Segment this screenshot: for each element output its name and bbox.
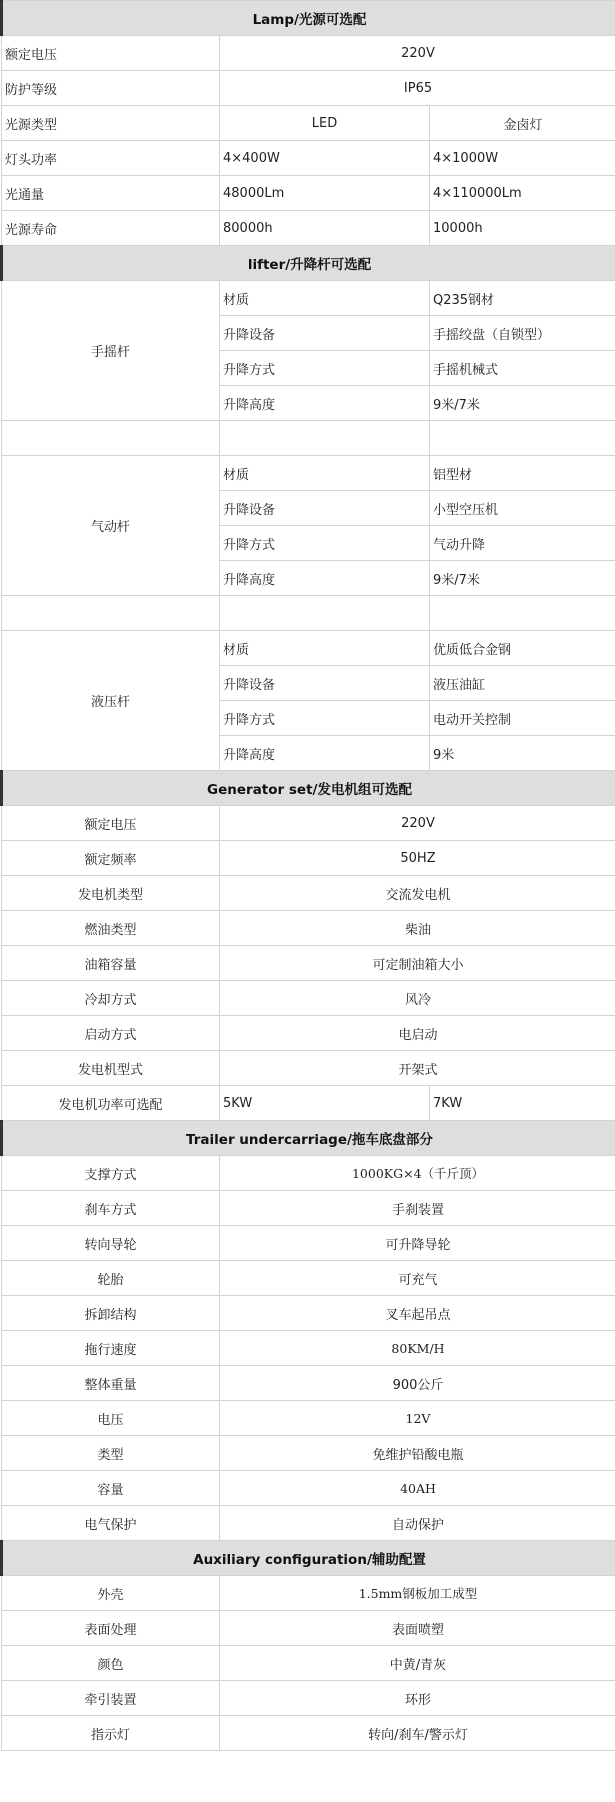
row-value: 开架式 (220, 1051, 615, 1086)
row-label: 指示灯 (2, 1716, 220, 1751)
row-label: 表面处理 (2, 1611, 220, 1646)
section-header-auxiliary (2, 1541, 615, 1576)
row-label: 升降高度 (220, 561, 430, 596)
row-label: 防护等级 (2, 71, 220, 106)
row-label: 升降高度 (220, 736, 430, 771)
row-label: 电压 (2, 1401, 220, 1436)
row-value: 表面喷塑 (220, 1611, 615, 1646)
row-value: 气动升降 (430, 526, 615, 561)
row-label: 拖行速度 (2, 1331, 220, 1366)
row-value: 1.5mm钢板加工成型 (220, 1576, 615, 1611)
row-value: 48000Lm (220, 176, 430, 211)
table-row (2, 1191, 615, 1226)
row-value: 4×1000W (430, 141, 615, 176)
table-row (2, 1471, 615, 1506)
row-value: 转向/刹车/警示灯 (220, 1716, 615, 1751)
row-value: 可充气 (220, 1261, 615, 1296)
row-value: 中黄/青灰 (220, 1646, 615, 1681)
section-title: Generator set/发电机组可选配 (2, 771, 615, 806)
row-label: 升降方式 (220, 351, 430, 386)
row-label: 升降设备 (220, 316, 430, 351)
table-row (2, 1296, 615, 1331)
row-label: 升降设备 (220, 666, 430, 701)
table-row (2, 806, 615, 841)
spacer-cell (2, 596, 220, 631)
row-label: 外壳 (2, 1576, 220, 1611)
section-header-trailer (2, 1121, 615, 1156)
table-row (2, 36, 615, 71)
table-row (2, 456, 615, 491)
row-value: 7KW (430, 1086, 615, 1121)
row-value: 9米/7米 (430, 386, 615, 421)
table-row (2, 1716, 615, 1751)
row-value: 40AH (220, 1471, 615, 1506)
row-label: 颜色 (2, 1646, 220, 1681)
section-header-lifter (2, 246, 615, 281)
row-label: 冷却方式 (2, 981, 220, 1016)
row-value: LED (220, 106, 430, 141)
spacer-cell (220, 596, 430, 631)
section-title: Auxiliary configuration/辅助配置 (2, 1541, 615, 1576)
row-value: Q235钢材 (430, 281, 615, 316)
row-value: 液压油缸 (430, 666, 615, 701)
row-label: 整体重量 (2, 1366, 220, 1401)
row-label: 牵引装置 (2, 1681, 220, 1716)
table-row (2, 1051, 615, 1086)
table-row (2, 1506, 615, 1541)
table-row (2, 1016, 615, 1051)
row-value: 免维护铅酸电瓶 (220, 1436, 615, 1471)
row-label: 灯头功率 (2, 141, 220, 176)
table-row (2, 1436, 615, 1471)
row-value: 电启动 (220, 1016, 615, 1051)
row-label: 升降设备 (220, 491, 430, 526)
section-title: lifter/升降杆可选配 (2, 246, 615, 281)
row-value: 铝型材 (430, 456, 615, 491)
row-value: 电动开关控制 (430, 701, 615, 736)
table-row (2, 281, 615, 316)
spacer-row (2, 421, 615, 456)
row-label: 油箱容量 (2, 946, 220, 981)
table-row (2, 1401, 615, 1436)
row-label: 升降方式 (220, 526, 430, 561)
table-row (2, 1331, 615, 1366)
table-row (2, 981, 615, 1016)
spacer-row (2, 596, 615, 631)
table-row (2, 1611, 615, 1646)
row-label: 升降高度 (220, 386, 430, 421)
row-label: 光通量 (2, 176, 220, 211)
row-label: 燃油类型 (2, 911, 220, 946)
row-label: 额定电压 (2, 806, 220, 841)
row-value: 交流发电机 (220, 876, 615, 911)
table-row (2, 631, 615, 666)
table-row (2, 876, 615, 911)
row-value: 优质低合金钢 (430, 631, 615, 666)
row-value: 220V (220, 36, 615, 71)
table-row (2, 71, 615, 106)
row-value: 80000h (220, 211, 430, 246)
row-label: 电气保护 (2, 1506, 220, 1541)
spacer-cell (2, 421, 220, 456)
row-value: 5KW (220, 1086, 430, 1121)
section-title: Trailer undercarriage/拖车底盘部分 (2, 1121, 615, 1156)
row-value: 4×110000Lm (430, 176, 615, 211)
row-value: 叉车起吊点 (220, 1296, 615, 1331)
table-row (2, 1261, 615, 1296)
table-row (2, 1681, 615, 1716)
section-title: Lamp/光源可选配 (2, 1, 615, 36)
row-value: 9米/7米 (430, 561, 615, 596)
table-row (2, 1086, 615, 1121)
row-value: 9米 (430, 736, 615, 771)
table-row (2, 1646, 615, 1681)
table-row (2, 211, 615, 246)
row-label: 额定频率 (2, 841, 220, 876)
row-value: 可定制油箱大小 (220, 946, 615, 981)
row-label: 材质 (220, 281, 430, 316)
row-label: 发电机功率可选配 (2, 1086, 220, 1121)
row-label: 刹车方式 (2, 1191, 220, 1226)
row-label: 光源寿命 (2, 211, 220, 246)
table-row (2, 1226, 615, 1261)
table-row (2, 141, 615, 176)
row-label: 轮胎 (2, 1261, 220, 1296)
lifter-type-name: 液压杆 (2, 631, 220, 771)
table-row (2, 911, 615, 946)
row-label: 拆卸结构 (2, 1296, 220, 1331)
row-value: 900公斤 (220, 1366, 615, 1401)
row-label: 升降方式 (220, 701, 430, 736)
row-label: 材质 (220, 456, 430, 491)
row-value: 手摇机械式 (430, 351, 615, 386)
row-label: 转向导轮 (2, 1226, 220, 1261)
row-value: 自动保护 (220, 1506, 615, 1541)
row-value: 小型空压机 (430, 491, 615, 526)
table-row (2, 946, 615, 981)
row-value: 可升降导轮 (220, 1226, 615, 1261)
row-label: 额定电压 (2, 36, 220, 71)
row-value: IP65 (220, 71, 615, 106)
row-label: 启动方式 (2, 1016, 220, 1051)
row-value: 12V (220, 1401, 615, 1436)
table-row (2, 1576, 615, 1611)
row-label: 发电机型式 (2, 1051, 220, 1086)
lifter-type-name: 气动杆 (2, 456, 220, 596)
row-label: 光源类型 (2, 106, 220, 141)
row-value: 50HZ (220, 841, 615, 876)
row-label: 容量 (2, 1471, 220, 1506)
row-label: 材质 (220, 631, 430, 666)
row-value: 金卤灯 (430, 106, 615, 141)
row-value: 柴油 (220, 911, 615, 946)
spacer-cell (430, 421, 615, 456)
table-row (2, 106, 615, 141)
row-value: 4×400W (220, 141, 430, 176)
table-row (2, 841, 615, 876)
table-row (2, 1156, 615, 1191)
row-value: 风冷 (220, 981, 615, 1016)
row-value: 80KM/H (220, 1331, 615, 1366)
row-value: 环形 (220, 1681, 615, 1716)
row-label: 类型 (2, 1436, 220, 1471)
section-header-generator (2, 771, 615, 806)
row-label: 发电机类型 (2, 876, 220, 911)
table-row (2, 1366, 615, 1401)
row-label: 支撑方式 (2, 1156, 220, 1191)
lifter-type-name: 手摇杆 (2, 281, 220, 421)
spacer-cell (220, 421, 430, 456)
row-value: 220V (220, 806, 615, 841)
row-value: 1000KG×4（千斤顶） (220, 1156, 615, 1191)
row-value: 手刹装置 (220, 1191, 615, 1226)
spacer-cell (430, 596, 615, 631)
row-value: 10000h (430, 211, 615, 246)
row-value: 手摇绞盘（自锁型） (430, 316, 615, 351)
section-header-lamp (2, 1, 615, 36)
table-row (2, 176, 615, 211)
